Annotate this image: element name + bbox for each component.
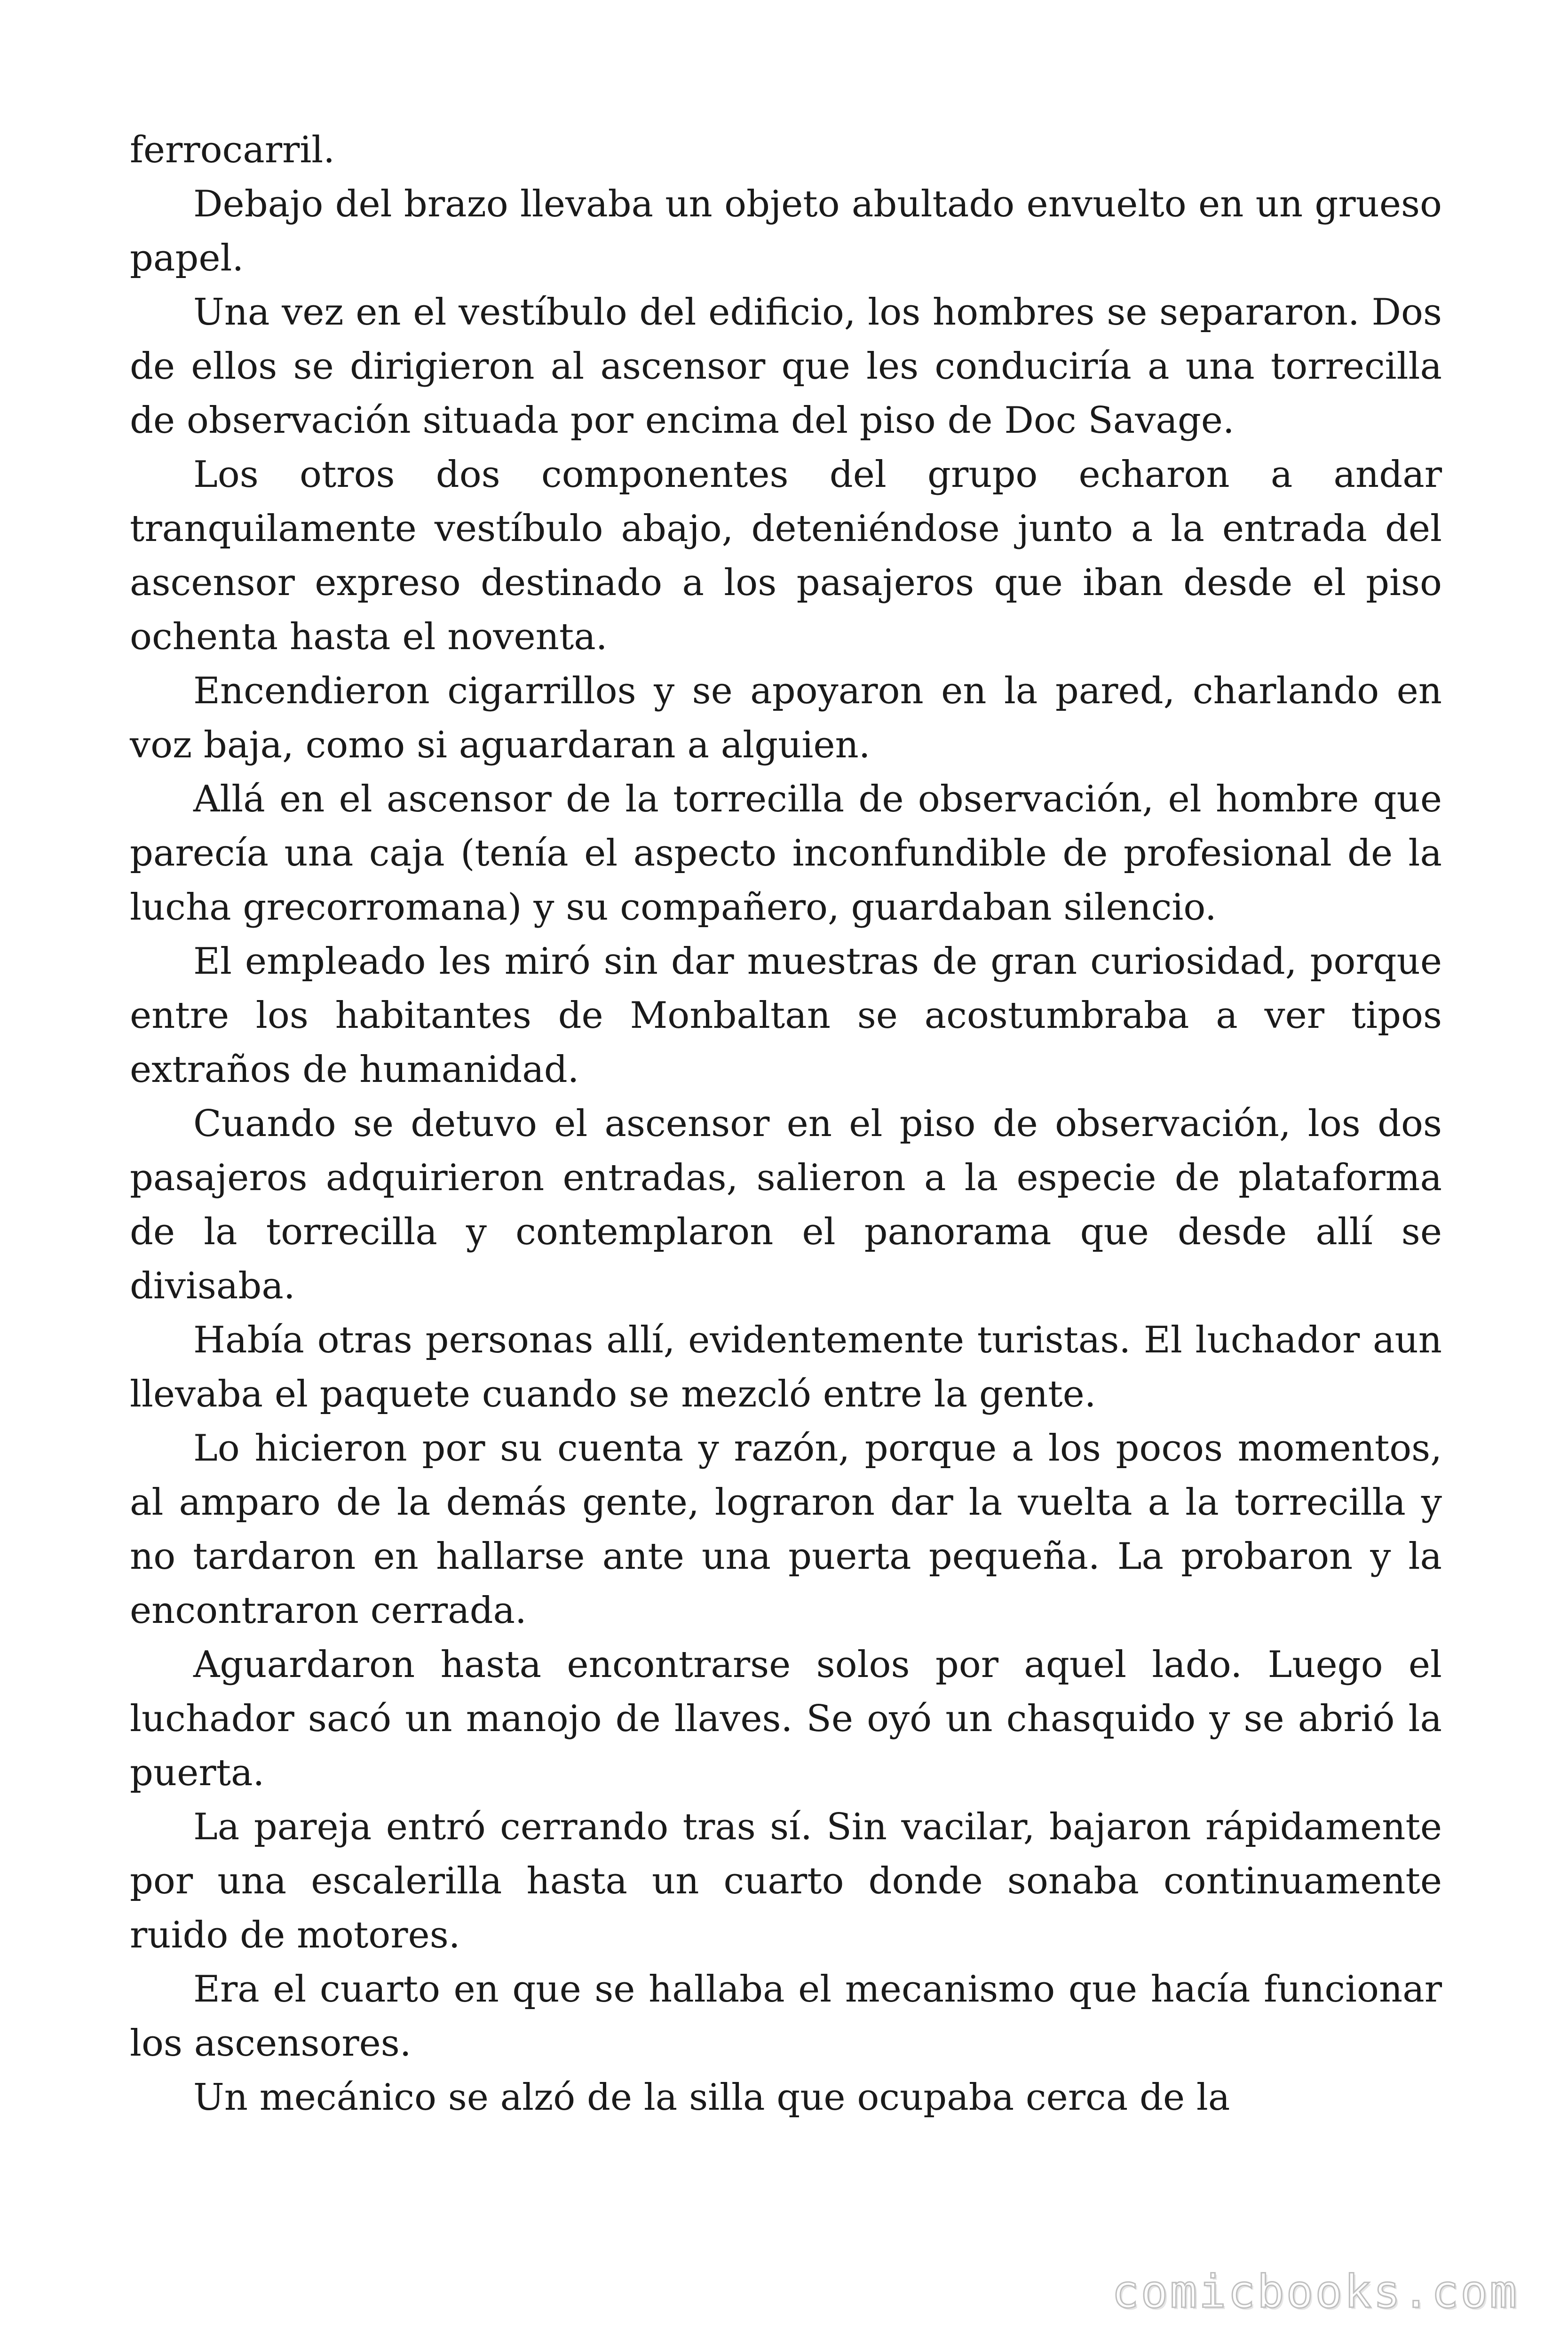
paragraph: Encendieron cigarrillos y se apoyaron en la pared, charlando en voz baja, como si aguardaran a alguien.: [130, 670, 1442, 766]
paragraph: El empleado les miró sin dar muestras de gran curiosidad, porque entre los habitantes de Monbaltan se acostumbraba a ver tipos extraños de humanidad.: [130, 940, 1442, 1091]
watermark: comicbooks.com: [1111, 2265, 1519, 2318]
paragraph: Lo hicieron por su cuenta y razón, porque a los pocos momentos, al amparo de la demás gente, lograron dar la vuelta a la torrecilla y no tardaron en hallarse ante una puerta pequeña. La probaron y la encontraron cerrada.: [130, 1427, 1442, 1632]
paragraph: Allá en el ascensor de la torrecilla de observación, el hombre que parecía una caja (tenía el aspecto inconfundible de profesional de la lucha grecorromana) y su compañero, guardaban silencio.: [130, 778, 1442, 929]
paragraph: Debajo del brazo llevaba un objeto abultado envuelto en un grueso papel.: [130, 183, 1442, 279]
paragraph: Había otras personas allí, evidentemente turistas. El luchador aun llevaba el paquete cuando se mezcló entre la gente.: [130, 1319, 1442, 1415]
paragraph: Un mecánico se alzó de la silla que ocupaba cerca de la: [193, 2076, 1230, 2119]
paragraph: Una vez en el vestíbulo del edificio, los hombres se separaron. Dos de ellos se dirigieron al ascensor que les conduciría a una torrecilla de observación situada por encima del piso de Doc Savage.: [130, 291, 1442, 442]
paragraph: Era el cuarto en que se hallaba el mecanismo que hacía funcionar los ascensores.: [130, 1968, 1442, 2065]
page-body: [130, 123, 1442, 2125]
paragraph: Aguardaron hasta encontrarse solos por aquel lado. Luego el luchador sacó un manojo de llaves. Se oyó un chasquido y se abrió la puerta.: [130, 1644, 1442, 1794]
paragraph-continuation: ferrocarril.: [130, 129, 335, 171]
paragraph: Los otros dos componentes del grupo echaron a andar tranquilamente vestíbulo abajo, deteniéndose junto a la entrada del ascensor expreso destinado a los pasajeros que iban desde el piso ochenta hasta el noventa.: [130, 453, 1442, 658]
paragraph: La pareja entró cerrando tras sí. Sin vacilar, bajaron rápidamente por una escalerilla hasta un cuarto donde sonaba continuamente ruido de motores.: [130, 1806, 1442, 1956]
paragraph: Cuando se detuvo el ascensor en el piso de observación, los dos pasajeros adquirieron entradas, salieron a la especie de plataforma de la torrecilla y contemplaron el panorama que desde allí se divisaba.: [130, 1103, 1442, 1307]
